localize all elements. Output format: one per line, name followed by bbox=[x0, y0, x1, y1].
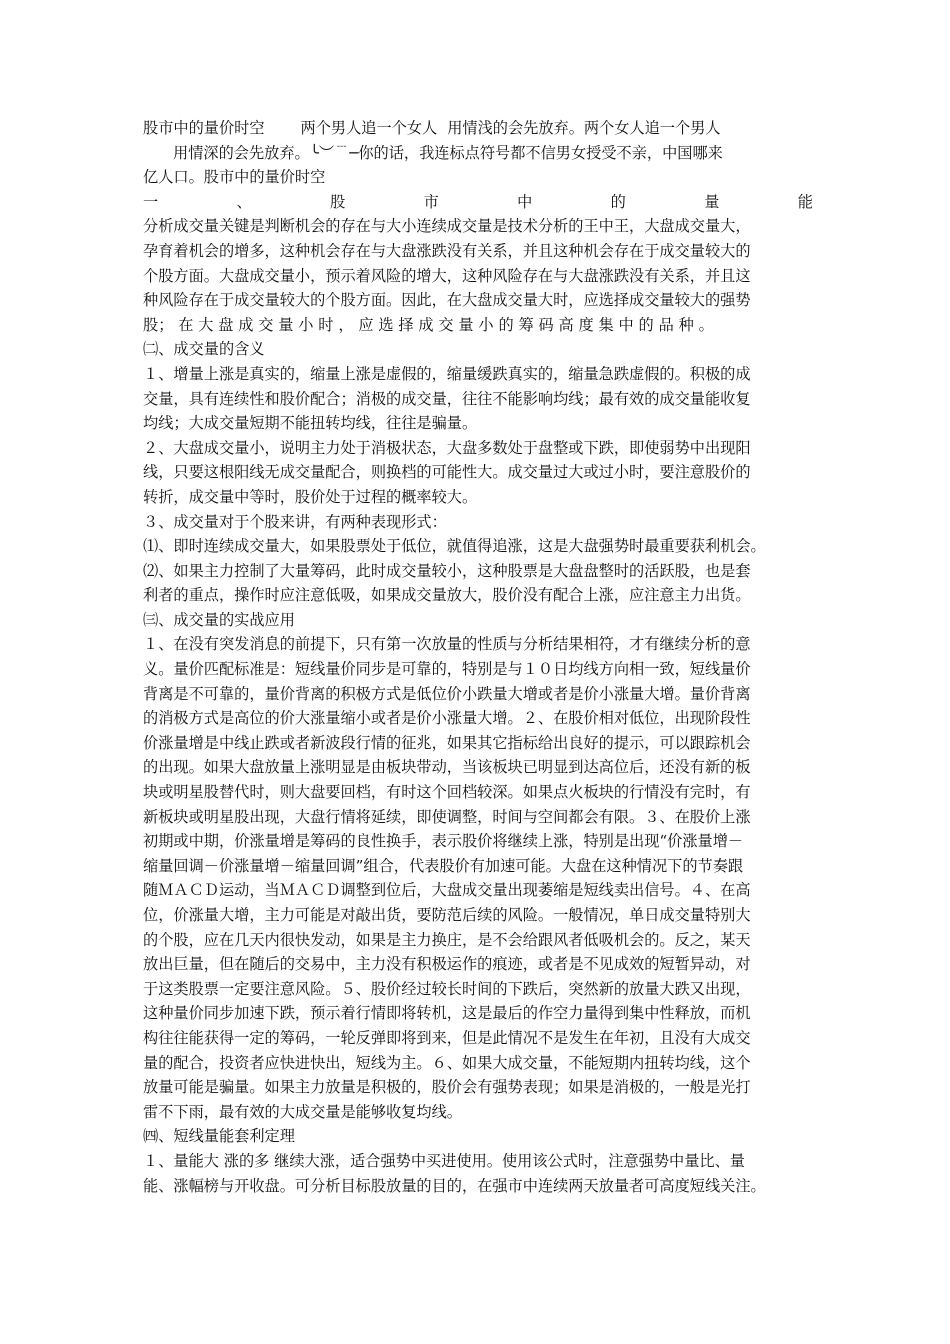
document-body bbox=[143, 116, 813, 1198]
section-2-line: ２、大盘成交量小，说明主力处于消极状态，大盘多数处于盘整或下跌，即使弱势中出现阳 bbox=[143, 438, 751, 457]
section-3-line: 放出巨量，但在随后的交易中，主力没有积极运作的痕迹，或者是不见成效的短暂异动，对 bbox=[143, 955, 751, 974]
heading-1-char: 量 bbox=[704, 192, 720, 211]
heading-1-char: 市 bbox=[423, 192, 439, 211]
section-3-line: 背离是不可靠的，量价背离的积极方式是低位价小跌量大增或者是价小涨量大增。量价背离 bbox=[143, 684, 751, 703]
title-line bbox=[143, 116, 813, 141]
heading-1-char: 能 bbox=[797, 192, 813, 211]
heading-1-char: 中 bbox=[517, 192, 533, 211]
section-2-line: 交量，具有连续性和股价配合；消极的成交量，往往不能影响均线；最有效的成交量能收复 bbox=[143, 389, 751, 408]
heading-1-char: 、 bbox=[236, 192, 252, 211]
para-1-line: 股； 在 大 盘 成 交 量 小 时 ， 应 选 择 成 交 量 小 的 筹 码 高 度 集 中 的 品 种 。 bbox=[143, 315, 714, 334]
section-3-line: 随ＭＡＣＤ运动，当ＭＡＣＤ调整到位后，大盘成交量出现萎缩是短线卖出信号。４、在高 bbox=[143, 881, 751, 900]
quote-part-b: 用情浅的会先放弃。两个女人追一个男人 bbox=[447, 119, 721, 137]
section-3-line: 新板块或明星股出现，大盘行情将延续，即使调整，时间与空间都会有限。３、在股价上涨 bbox=[143, 807, 751, 826]
section-3-line: 放量可能是骗量。如果主力放量是积极的，股价会有强势表现；如果是消极的，一般是光打 bbox=[143, 1078, 751, 1097]
section-3-line: 缩量回调－价涨量增－缩量回调”组合，代表股价有加速可能。大盘在这种情况下的节奏跟 bbox=[143, 856, 744, 875]
quote-part-a: 两个男人追一个女人 bbox=[300, 119, 438, 137]
intro-line-3: 亿人口。股市中的量价时空 bbox=[143, 168, 326, 187]
section-3-line: 的出现。如果大盘放量上涨明显是由板块带动，当该板块已明显到达高位后，还没有新的板 bbox=[143, 758, 751, 777]
section-2-line: ３、成交量对于个股来讲，有两种表现形式： bbox=[143, 512, 447, 531]
section-2-line: 利者的重点，操作时应注意低吸，如果成交量放大，股价没有配合上涨，应注意主力出货。 bbox=[143, 586, 751, 605]
section-3-line: 的消极方式是高位的价大涨量缩小或者是价小涨量大增。２、在股价相对低位，出现阶段性 bbox=[143, 709, 751, 728]
section-3-line: 构往往能获得一定的筹码，一轮反弹即将到来，但是此情况不是发生在年初，且没有大成交 bbox=[143, 1028, 751, 1047]
section-2-line: １、增量上涨是真实的，缩量上涨是虚假的，缩量缓跌真实的，缩量急跌虚假的。积极的成 bbox=[143, 364, 751, 383]
section-3-line: 量的配合，投资者应快进快出，短线为主。６、如果大成交量，不能短期内扭转均线，这个 bbox=[143, 1053, 751, 1072]
section-3-line: 位，价涨量大增，主力可能是对敲出货，要防范后续的风险。一般情况，单日成交量特别大 bbox=[143, 906, 751, 924]
para-1-line: 孕育着机会的增多，这种机会存在与大盘涨跌没有关系，并且这种机会存在于成交量较大的 bbox=[143, 241, 751, 260]
section-3-line: 的个股，应在几天内很快发动，如果是主力换庄，是不会给跟风者低吸机会的。反之，某天 bbox=[143, 930, 751, 949]
section-4-line: １、量能大 涨的多 继续大涨，适合强势中买进使用。使用该公式时，注意强势中量比、量 bbox=[143, 1151, 745, 1170]
para-1-line: 种风险存在于成交量较大的个股方面。因此，在大盘成交量大时，应选择成交量较大的强势 bbox=[143, 291, 751, 310]
section-4-title: ㈣、短线量能套利定理 bbox=[143, 1127, 295, 1146]
section-3-line: 于这类股票一定要注意风险。５、股价经过较长时间的下跌后，突然新的放量大跌又出现， bbox=[143, 979, 751, 998]
section-3-line: 义。量价匹配标准是：短线量价同步是可靠的，特别是与１０日均线方向相一致，短线量价 bbox=[143, 660, 751, 679]
section-2-title: ㈡、成交量的含义 bbox=[143, 340, 265, 359]
para-1-line: 个股方面。大盘成交量小，预示着风险的增大，这种风险存在与大盘涨跌没有关系，并且这 bbox=[143, 266, 751, 285]
section-3-title: ㈢、成交量的实战应用 bbox=[143, 610, 295, 629]
section-3-line: 这种量价同步加速下跌，预示着行情即将转机，这是最后的作空力量得到集中性释放，而机 bbox=[143, 1004, 751, 1023]
heading-1 bbox=[143, 190, 813, 215]
section-3-line: 块或明星股替代时，则大盘要回档，有时这个回档较深。如果点火板块的行情没有完时，有 bbox=[143, 783, 751, 802]
doc-title: 股市中的量价时空 bbox=[143, 119, 265, 137]
section-2-line: ⑴、即时连续成交量大，如果股票处于低位，就值得追涨，这是大盘强势时最重要获利机会。 bbox=[143, 537, 766, 556]
para-1-line: 分析成交量关键是判断机会的存在与大小连续成交量是技术分析的王中王，大盘成交量大， bbox=[143, 217, 751, 236]
section-2-line: 均线；大成交量短期不能扭转均线，往往是骗量。 bbox=[143, 414, 478, 433]
section-3-line: 雷不下雨，最有效的大成交量是能够收复均线。 bbox=[143, 1102, 462, 1121]
section-2-line: 转折，成交量中等时，股价处于过程的概率较大。 bbox=[143, 487, 478, 506]
section-2-line: ⑵、如果主力控制了大量筹码，此时成交量较小，这种股票是大盘盘整时的活跃股，也是套 bbox=[143, 561, 751, 580]
heading-1-char: 一 bbox=[143, 192, 159, 211]
section-3-line: 初期或中期，价涨量增是筹码的良性换手，表示股价将继续上涨，特别是出现“价涨量增－ bbox=[143, 832, 744, 851]
heading-1-char: 的 bbox=[610, 192, 626, 211]
heading-1-char: 股 bbox=[330, 192, 346, 211]
section-3-line: １、在没有突发消息的前提下，只有第一次放量的性质与分析结果相符，才有继续分析的意 bbox=[143, 635, 751, 654]
section-2-line: 线，只要这根阳线无成交量配合，则换档的可能性大。成交量过大或过小时，要注意股价的 bbox=[143, 463, 751, 482]
section-3-line: 价涨量增是中线止跌或者新波段行情的征兆，如果其它指标给出良好的提示，可以跟踪机会 bbox=[143, 733, 751, 752]
section-4-line: 能、涨幅榜与开收盘。可分析目标股放量的目的，在强市中连续两天放量者可高度短线关注。 bbox=[143, 1176, 766, 1195]
intro-line-2: 用情深的会先放弃。╰︶﹉─你的话，我连标点符号都不信男女授受不亲，中国哪来 bbox=[173, 143, 723, 162]
